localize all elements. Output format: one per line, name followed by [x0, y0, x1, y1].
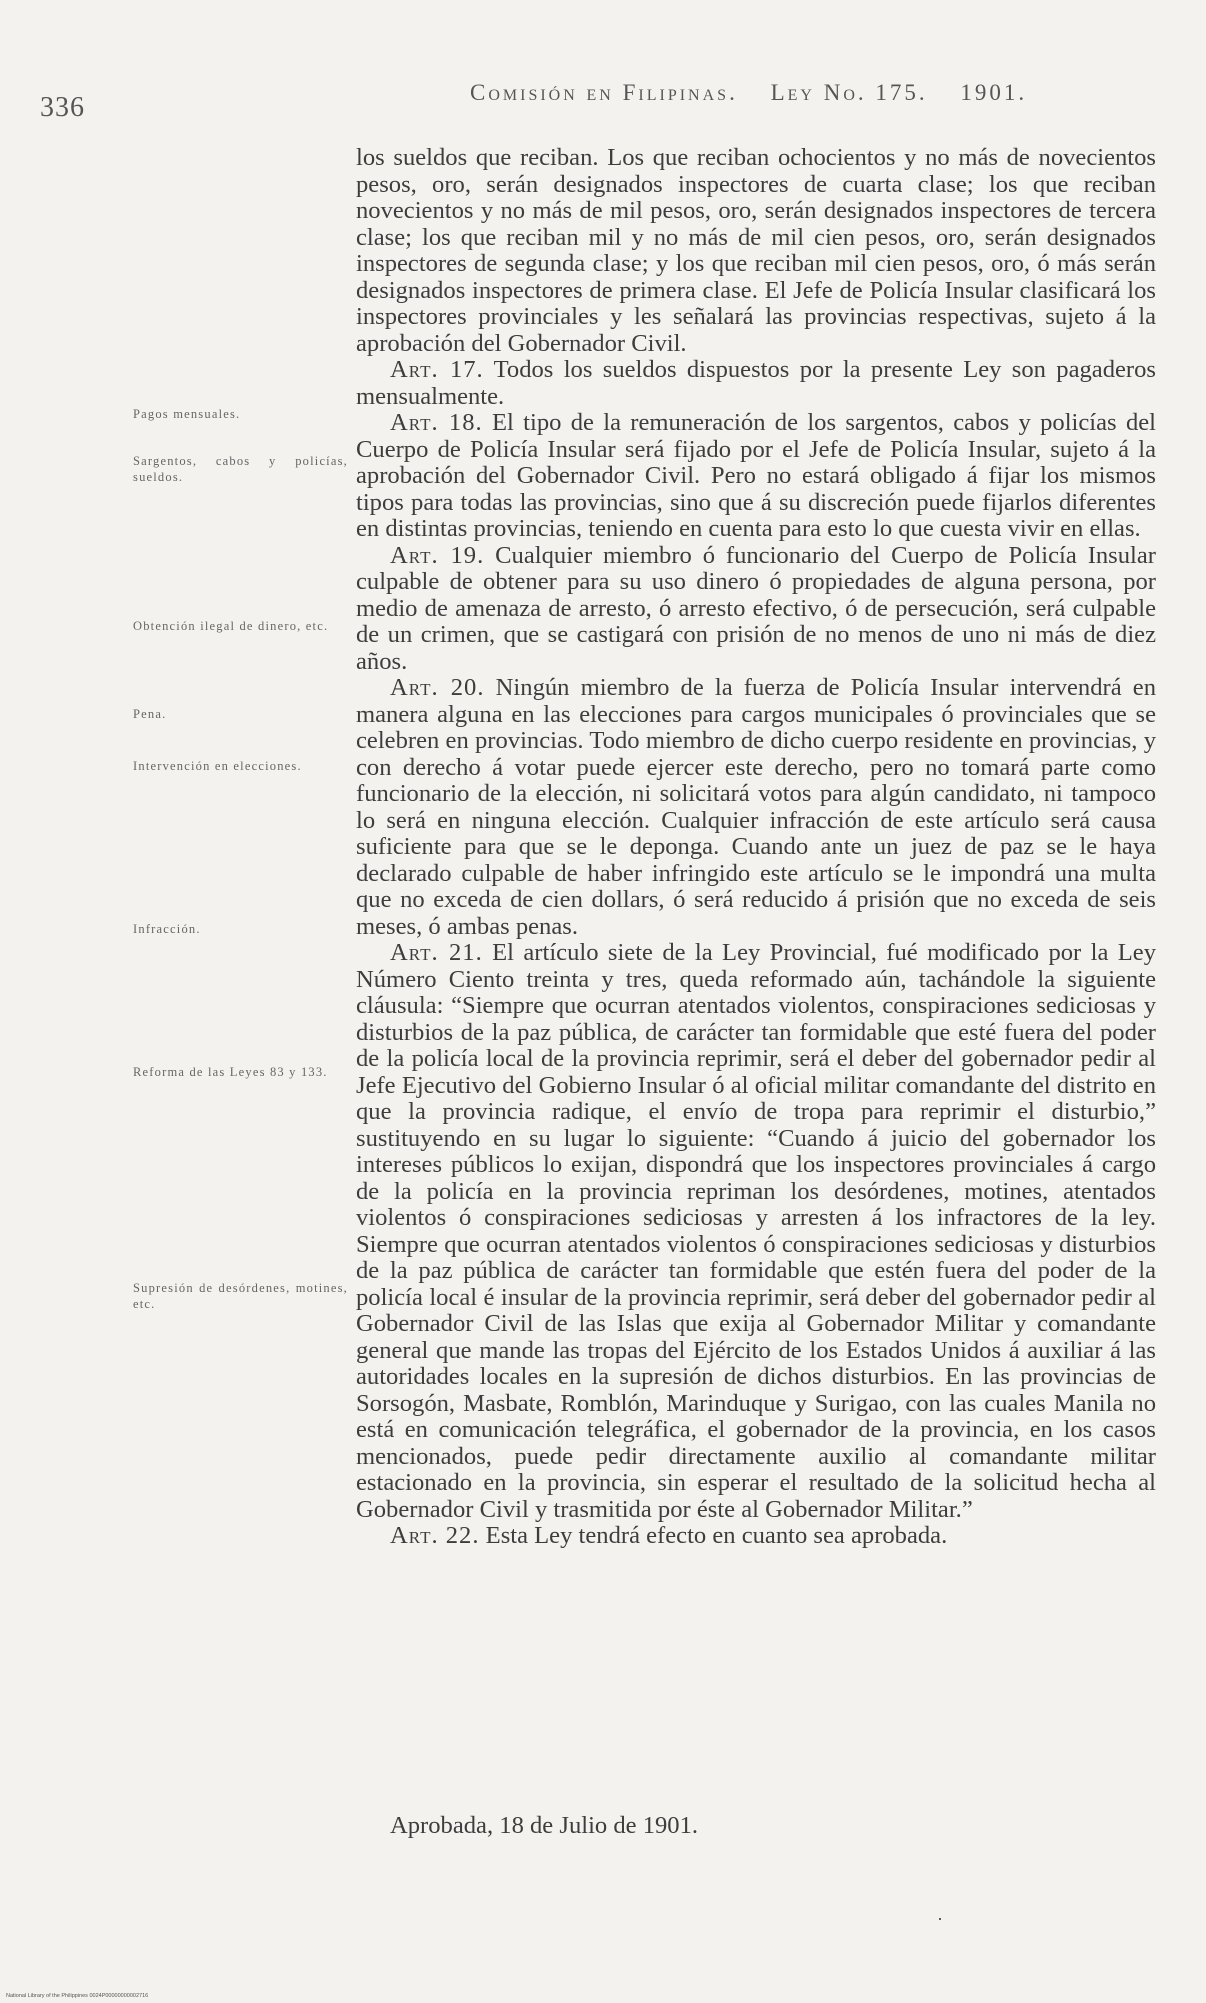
page-number: 336 [40, 92, 85, 123]
article-21-text: El artículo siete de la Ley Provincial, fué modificado por la Ley Número Ciento treinta y tres, queda reformado aún, tachándole la siguiente cláusula: “Siempre que ocurran atentados violentos, conspiraciones sediciosas y disturbios de la paz pública, de carácter tan formidable que esté fuera del poder de la policía local de la provincia reprimir, será el deber del gobernador pedir al Jefe Ejecutivo del Gobierno Insular ó al oficial militar comandante del distrito en que la provincia radique, el envío de tropa para reprimir el disturbio,” sustituyendo en su lugar lo siguiente: “Cuando á juicio del gobernador los intereses públicos lo exijan, dispondrá que los inspectores provinciales á cargo de la policía en la provincia repriman los desórdenes, motines, atentados violentos ó conspiraciones sediciosas y arresten á los infractores de la ley. Siempre que ocurran atentados violentos ó conspiraciones sediciosas y disturbios de la paz pública de carácter tan formidable que estén fuera del poder de la policía local é insular de la provincia reprimir, será deber del gobernador pedir al Gobernador Civil de las Islas que exija al Gobernador Militar y comandante general que mande las tropas del Ejército de los Estados Unidos á auxiliar á las autoridades locales en la supresión de dichos disturbios. En las provincias de Sorsogón, Masbate, Romblón, Marinduque y Surigao, con las cuales Manila no está en comunicación telegráfica, el gobernador de la provincia, en los casos mencionados, puede pedir directamente auxilio al comandante militar estacionado en la provincia, sin esperar el resultado de la solicitud hecha al Gobernador Civil y trasmitida por éste al Gobernador Militar.” [356, 939, 1156, 1523]
article-21-label: Art. 21. [390, 939, 483, 966]
dot-mark: · [937, 1909, 943, 1929]
margin-note: Supresión de desórdenes, motines, etc. [133, 1281, 348, 1311]
article-18-label: Art. 18. [390, 409, 483, 436]
article-17-text: Todos los sueldos dispuestos por la presente Ley son pagaderos mensualmente. [356, 356, 1156, 410]
margin-note: Intervención en elecciones. [133, 759, 302, 773]
margin-note: Obtención ilegal de dinero, etc. [133, 619, 329, 633]
running-head-commission: Comisión en Filipinas. [470, 80, 738, 105]
margin-note: Pagos mensuales. [133, 407, 241, 421]
article-18 [356, 410, 1156, 543]
article-19-label: Art. 19. [390, 541, 485, 569]
article-17-label: Art. 17. [390, 356, 484, 383]
margin-note: Pena. [133, 707, 167, 721]
article-21 [356, 940, 1156, 1523]
main-text [356, 145, 1156, 1550]
margin-note: Infracción. [133, 922, 201, 936]
running-head-year: 1901. [960, 80, 1028, 105]
article-22 [356, 1523, 1156, 1550]
running-head-law: Ley No. 175. [770, 80, 928, 105]
article-22-label: Art. 22. [390, 1522, 480, 1549]
intro-paragraph: los sueldos que reciban. Los que reciban ochocientos y no más de novecientos pesos, oro, serán designados inspectores de cuarta clase; los que reciban novecientos y no más de mil pesos, oro, serán designados inspectores de tercera clase; los que reciban mil y no más de mil cien pesos, oro, serán designados inspectores de segunda clase; y los que reciban mil cien pesos, oro, ó más serán designados inspectores de primera clase. El Jefe de Policía Insular clasificará los inspectores provinciales y les señalará las provincias respectivas, sujeto á la aprobación del Gobernador Civil. [356, 144, 1156, 357]
article-17 [356, 357, 1156, 410]
margin-note: Sargentos, cabos y policías, sueldos. [133, 454, 348, 484]
margin-note: Reforma de las Leyes 83 y 133. [133, 1065, 328, 1079]
article-19-text: Cualquier miembro ó funcionario del Cuerpo de Policía Insular culpable de obtener para su uso dinero ó propiedades de alguna persona, por medio de amenaza de arresto, ó arresto efectivo, ó de persecución, será culpable de un crimen, que se castigará con prisión de no menos de uno ni más de diez años. [356, 541, 1156, 675]
article-20 [356, 675, 1156, 940]
article-20-label: Art. 20. [390, 674, 485, 701]
approval-date: Aprobada, 18 de Julio de 1901. [390, 1812, 699, 1839]
article-20-text: Ningún miembro de la fuerza de Policía Insular intervendrá en manera alguna en las elecciones para cargos municipales ó provinciales que se celebren en provincias. Todo miembro de dicho cuerpo residente en provincias, y con derecho á votar puede ejercer este derecho, pero no tomará parte como funcionario de la elección, ni solicitará votos para algún candidato, ni tampoco lo será en ninguna elección. Cualquier infracción de este artículo será causa suficiente para que se le deponga. Cuando ante un juez de paz se le haya declarado culpable de haber infringido este artículo se le impondrá una multa que no exceda de cien dollars, ó será reducido á prisión que no exceda de seis meses, ó ambas penas. [356, 674, 1156, 940]
library-stamp: National Library of the Philippines 0024P00000000002716 [6, 1993, 149, 1999]
running-head [470, 80, 1170, 106]
article-18-text: El tipo de la remuneración de los sargentos, cabos y policías del Cuerpo de Policía Insular será fijado por el Jefe de Policía Insular, sujeto á la aprobación del Gobernador Civil. Pero no estará obligado á fijar los mismos tipos para todas las provincias, sino que á su discreción puede fijarlos diferentes en distintas provincias, teniendo en cuenta para esto lo que cuesta vivir en ellas. [356, 409, 1156, 542]
article-19 [356, 543, 1156, 676]
article-22-text: Esta Ley tendrá efecto en cuanto sea aprobada. [485, 1522, 948, 1549]
